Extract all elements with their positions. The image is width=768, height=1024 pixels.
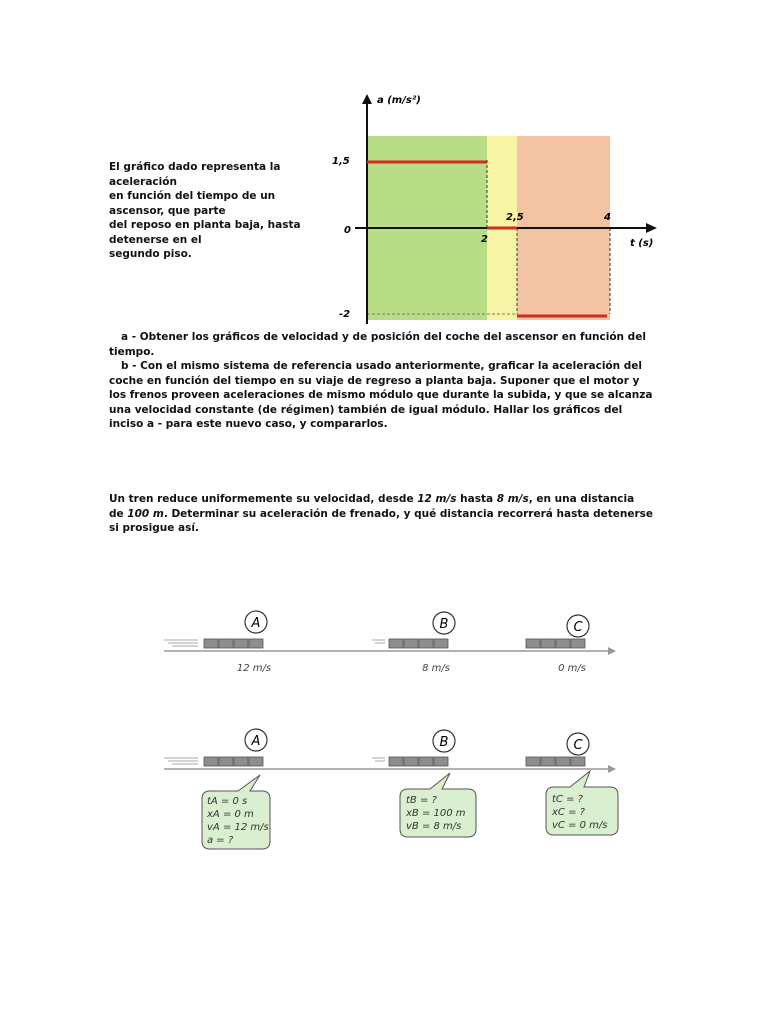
y-axis-arrow <box>362 94 372 104</box>
intro-line: segundo piso. <box>109 248 192 260</box>
speed-lines-b <box>372 640 385 643</box>
acceleration-graph <box>320 88 665 328</box>
train-c <box>526 639 585 648</box>
bubble-a-line: xA = 0 m <box>207 809 254 820</box>
point-b-label: B <box>439 617 449 632</box>
problem2-line-2: de 100 m. Determinar su aceleración de frenado, y qué distancia recorrerá hasta detenerse <box>109 507 654 520</box>
y-tick-label: -2 <box>339 309 351 320</box>
train-b <box>389 757 448 766</box>
intro-line: El gráfico dado representa la <box>109 161 281 173</box>
question-a-line: a - Obtener los gráficos de velocidad y de posición del coche del ascensor en función del <box>121 331 646 343</box>
problem2-block <box>109 492 669 536</box>
y-tick-label: 1,5 <box>332 156 350 167</box>
speed-lines-b <box>372 758 385 761</box>
intro-line: aceleración <box>109 175 177 188</box>
intro-line: del reposo en planta baja, hasta <box>109 219 301 231</box>
train-a <box>204 757 263 766</box>
point-a-label: A <box>251 616 261 631</box>
speed-lines-a <box>164 758 198 764</box>
speed-lines-a <box>164 640 198 646</box>
train-c <box>526 757 585 766</box>
intro-line: en función del tiempo de un <box>109 190 276 202</box>
x-axis-arrow <box>646 223 657 233</box>
y-tick-label: 0 <box>344 225 351 236</box>
questions-block <box>109 330 669 432</box>
point-a-label: A <box>251 734 261 749</box>
bubble-a-line: tA = 0 s <box>207 796 248 807</box>
question-b-line: b - Con el mismo sistema de referencia usado anteriormente, graficar la aceleración del <box>121 360 643 372</box>
x-axis-label: t (s) <box>630 238 654 249</box>
speed-a-label: 12 m/s <box>236 663 272 674</box>
x-tick-label: 4 <box>604 212 611 223</box>
bubble-c-line: xC = ? <box>552 807 585 818</box>
train-diagram-data-svg <box>150 725 630 855</box>
x-tick-label: 2 <box>481 234 488 245</box>
intro-line: detenerse en el <box>109 233 202 246</box>
bubble-c-line: vC = 0 m/s <box>552 820 608 831</box>
intro-line: ascensor, que parte <box>109 204 226 217</box>
speed-b-label: 8 m/s <box>422 663 450 674</box>
bubble-b-line: tB = ? <box>406 795 437 806</box>
point-b-label: B <box>439 735 449 750</box>
question-a-line: tiempo. <box>109 345 155 358</box>
problem2-line-3: si prosigue así. <box>109 522 199 534</box>
point-c-label: C <box>573 738 583 753</box>
train-a <box>204 639 263 648</box>
problem2-line-1: Un tren reduce uniformemente su velocidad, desde 12 m/s hasta 8 m/s, en una distancia <box>109 493 635 505</box>
intro-text <box>109 160 314 262</box>
track-arrow <box>608 647 616 655</box>
train-diagram-speeds-svg <box>150 605 630 677</box>
bubble-a-line: vA = 12 m/s <box>207 822 269 833</box>
bubble-a-line: a = ? <box>207 835 234 846</box>
bubble-b-line: xB = 100 m <box>406 808 466 819</box>
question-b-line: inciso a - para este nuevo caso, y compararlos. <box>109 418 388 430</box>
track-arrow <box>608 765 616 773</box>
acceleration-graph-svg <box>320 88 665 328</box>
question-b-line: los frenos proveen aceleraciones de mismo módulo que durante la subida, y que se alcanza <box>109 389 653 401</box>
x-tick-label: 2,5 <box>506 212 524 223</box>
question-b-line: una velocidad constante (de régimen) también de igual módulo. Hallar los gráficos del <box>109 403 623 416</box>
bubble-b-line: vB = 8 m/s <box>406 821 462 832</box>
speed-c-label: 0 m/s <box>558 663 586 674</box>
y-axis-label: a (m/s²) <box>377 95 421 106</box>
point-c-label: C <box>573 620 583 635</box>
train-diagram-data <box>150 725 630 859</box>
bubble-c-line: tC = ? <box>552 794 583 805</box>
train-diagram-speeds <box>150 605 630 681</box>
question-b-line: coche en función del tiempo en su viaje de regreso a planta baja. Suponer que el motor y <box>109 374 640 387</box>
train-b <box>389 639 448 648</box>
